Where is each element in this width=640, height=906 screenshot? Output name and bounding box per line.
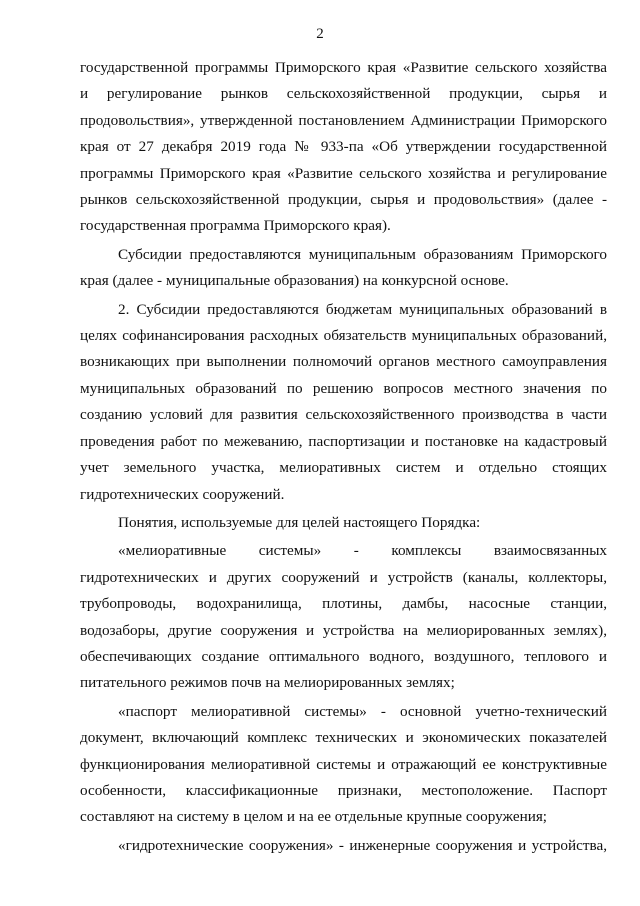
text-line: Субсидии предоставляются муниципальным образованиям Приморского: [118, 245, 607, 263]
text-line: «паспорт мелиоративной системы» - основной учетно-технический: [118, 702, 607, 720]
text-line: продовольствия», утвержденной постановлением Администрации Приморского: [80, 111, 607, 129]
text-line: Понятия, используемые для целей настоящего Порядка:: [118, 513, 481, 531]
text-line: функционирования мелиоративной системы и отражающий ее конструктивные: [80, 755, 607, 773]
text-line: питательного режимов почв на мелиорированных землях;: [80, 674, 455, 692]
text-line: рынков сельскохозяйственной продукции, сырья и продовольствия» (далее -: [80, 191, 607, 209]
text-line: созданию условий для развития сельскохозяйственного производства в части: [80, 406, 607, 424]
text-line: обеспечивающих создание оптимального водного, воздушного, теплового и: [80, 647, 607, 665]
page-number: 2: [316, 26, 324, 42]
text-line: «гидротехнические сооружения» - инженерные сооружения и устройства,: [118, 836, 607, 854]
paragraph-definition-reclamation-systems: [80, 538, 607, 696]
text-line: гидротехнических сооружений.: [80, 485, 285, 503]
text-line: края (далее - муниципальные образования) на конкурсной основе.: [80, 272, 509, 290]
paragraph-competitive-basis: [80, 242, 607, 295]
paragraph-definitions-intro: [80, 510, 607, 536]
text-line: муниципальных образований по решению вопросов местного значения по: [80, 379, 607, 397]
document-body: [80, 55, 607, 861]
paragraph-definition-system-passport: [80, 699, 607, 831]
text-line: и регулирование рынков сельскохозяйственной продукции, сырья и: [80, 85, 607, 103]
text-line: «мелиоративные системы» - комплексы взаимосвязанных: [118, 542, 607, 560]
text-line: документ, включающий комплекс технических и экономических показателей: [80, 729, 607, 747]
paragraph-item-2: [80, 297, 607, 508]
text-line: трубопроводы, водохранилища, плотины, дамбы, насосные станции,: [80, 595, 607, 613]
text-line: 2. Субсидии предоставляются бюджетам муниципальных образований в: [118, 300, 607, 318]
text-line: целях софинансирования расходных обязательств муниципальных образований,: [80, 327, 607, 345]
text-line: государственная программа Приморского края).: [80, 217, 391, 235]
text-line: особенности, классификационные признаки, местоположение. Паспорт: [80, 781, 607, 799]
paragraph-definition-hydraulic-structures: [80, 833, 607, 859]
text-line: водозаборы, другие сооружения и устройства на мелиорированных землях),: [80, 621, 607, 639]
text-line: программы Приморского края «Развитие сельского хозяйства и регулирование: [80, 164, 607, 182]
text-line: гидротехнических и других сооружений и устройств (каналы, коллекторы,: [80, 568, 607, 586]
paragraph-program-reference: [80, 55, 607, 240]
text-line: учет земельного участка, мелиоративных систем и отдельно стоящих: [80, 459, 607, 477]
text-line: края от 27 декабря 2019 года № 933-па «Об утверждении государственной: [80, 138, 607, 156]
text-line: составляют на систему в целом и на ее отдельные крупные сооружения;: [80, 808, 548, 826]
text-line: государственной программы Приморского края «Развитие сельского хозяйства: [80, 59, 607, 76]
text-line: возникающих при выполнении полномочий органов местного самоуправления: [80, 353, 607, 371]
text-line: проведения работ по межеванию, паспортизации и постановке на кадастровый: [80, 432, 607, 450]
